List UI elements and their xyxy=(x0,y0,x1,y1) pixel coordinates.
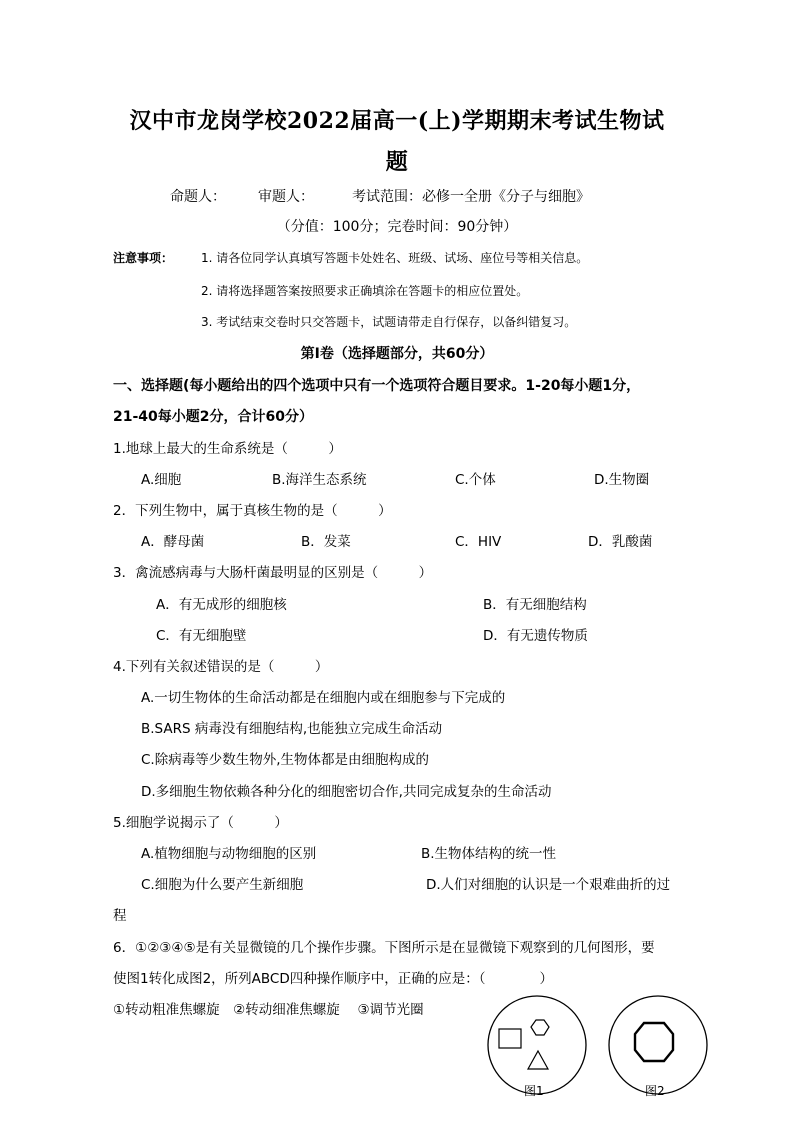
figure-1-triangle xyxy=(528,1051,548,1069)
question-1-stem: 1.地球上最大的生命系统是（ ） xyxy=(113,441,342,457)
question-6-steps: ①转动粗准焦螺旋 ②转动细准焦螺旋 ③调节光圈 xyxy=(113,1002,424,1018)
question-5-stem: 5.细胞学说揭示了（ ） xyxy=(113,815,288,831)
part1-instruction-line1: 一、选择题(每小题给出的四个选项中只有一个选项符合题目要求。1-20每小题1分， xyxy=(113,378,641,394)
question-5-option-b: B.生物体结构的统一性 xyxy=(421,846,557,862)
question-5-option-d: D.人们对细胞的认识是一个艰难曲折的过 xyxy=(426,877,671,893)
exam-scope: 考试范围：必修一全册《分子与细胞》 xyxy=(352,189,590,205)
part1-instruction-line2: 21-40每小题2分，合计60分） xyxy=(113,409,313,425)
figure-1-microscope-field xyxy=(486,994,588,1096)
question-3-option-d: D．有无遗传物质 xyxy=(483,628,588,644)
figure-2-field-circle xyxy=(609,996,707,1094)
question-5-option-d-continued: 程 xyxy=(113,908,127,924)
question-6-stem-line2: 使图1转化成图2，所列ABCD四种操作顺序中，正确的应是：（ ） xyxy=(113,971,554,987)
question-6-stem-line1: 6．①②③④⑤是有关显微镜的几个操作步骤。下图所示是在显微镜下观察到的几何图形，要 xyxy=(113,940,655,956)
part1-heading: 第Ⅰ卷（选择题部分，共60分） xyxy=(300,346,494,362)
question-1-option-d: D.生物圈 xyxy=(594,472,650,488)
figure-1-hexagon xyxy=(531,1020,549,1035)
question-4-option-b: B.SARS 病毒没有细胞结构,也能独立完成生命活动 xyxy=(141,721,443,737)
question-3-option-c: C．有无细胞壁 xyxy=(156,628,247,644)
note-item-1: 1. 请各位同学认真填写答题卡处姓名、班级、试场、座位号等相关信息。 xyxy=(201,251,589,265)
question-2-option-c: C．HIV xyxy=(455,534,502,550)
question-4-option-c: C.除病毒等少数生物外,生物体都是由细胞构成的 xyxy=(141,752,430,768)
figure-2-microscope-field xyxy=(607,994,709,1096)
question-1-option-b: B.海洋生态系统 xyxy=(272,472,367,488)
question-4-option-d: D.多细胞生物依赖各种分化的细胞密切合作,共同完成复杂的生命活动 xyxy=(141,784,552,800)
exam-title-line2: 题 xyxy=(385,149,409,175)
note-item-2: 2. 请将选择题答案按照要求正确填涂在答题卡的相应位置处。 xyxy=(201,284,529,298)
setter-label: 命题人： xyxy=(170,189,226,205)
question-4-option-a: A.一切生物体的生命活动都是在细胞内或在细胞参与下完成的 xyxy=(141,690,506,706)
reviewer-label: 审题人： xyxy=(258,189,314,205)
note-item-3: 3. 考试结束交卷时只交答题卡，试题请带走自行保存，以备纠错复习。 xyxy=(201,315,577,329)
figure-1-square xyxy=(499,1029,521,1048)
question-4-stem: 4.下列有关叙述错误的是（ ） xyxy=(113,659,329,675)
exam-title-line1: 汉中市龙岗学校2022届高一(上)学期期末考试生物试 xyxy=(129,108,665,134)
figure-1-label: 图1 xyxy=(524,1084,544,1098)
question-2-option-b: B．发菜 xyxy=(301,534,351,550)
question-1-option-c: C.个体 xyxy=(455,472,496,488)
question-1-option-a: A.细胞 xyxy=(141,472,182,488)
question-3-option-b: B．有无细胞结构 xyxy=(483,597,587,613)
question-5-option-c: C.细胞为什么要产生新细胞 xyxy=(141,877,304,893)
figure-1-field-circle xyxy=(488,996,586,1094)
question-2-option-a: A．酵母菌 xyxy=(141,534,205,550)
score-time: （分值：100分；完卷时间：90分钟） xyxy=(276,219,518,235)
question-2-option-d: D．乳酸菌 xyxy=(588,534,653,550)
figure-2-octagon xyxy=(635,1023,673,1061)
figure-2-label: 图2 xyxy=(645,1084,665,1098)
notes-label: 注意事项： xyxy=(113,251,174,265)
question-2-stem: 2．下列生物中，属于真核生物的是（ ） xyxy=(113,503,392,519)
question-3-option-a: A．有无成形的细胞核 xyxy=(156,597,287,613)
question-5-option-a: A.植物细胞与动物细胞的区别 xyxy=(141,846,317,862)
question-3-stem: 3．禽流感病毒与大肠杆菌最明显的区别是（ ） xyxy=(113,565,433,581)
